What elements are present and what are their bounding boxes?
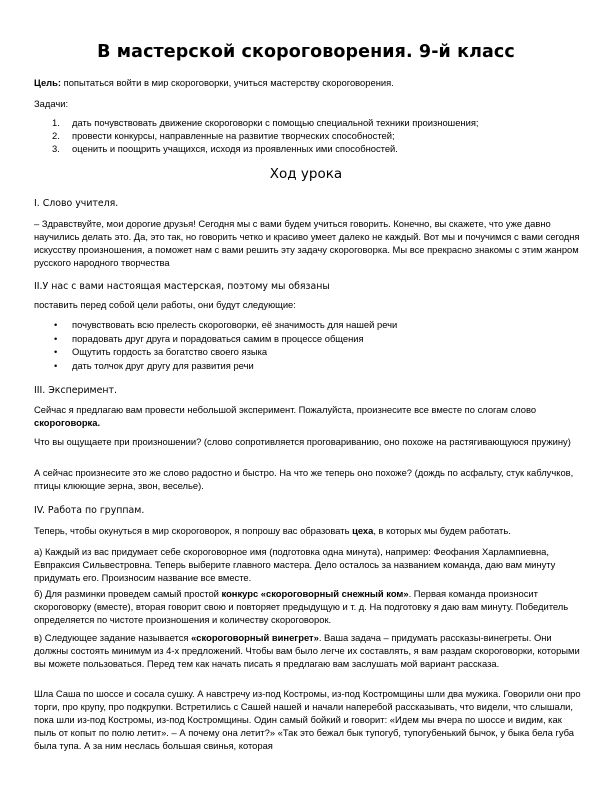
section4-paragraph1	[34, 524, 582, 537]
section4-pb-bold: конкурс «скороговорный снежный ком»	[221, 588, 409, 599]
section4-pc-text: в) Следующее задание называется	[34, 632, 192, 643]
section2-intro: поставить перед собой цели работы, они будут следующие:	[34, 299, 296, 310]
story-paragraph: Шла Саша по шоссе и сосала сушку. А навстречу из-под Костромы, из-под Костромщины шли два мужика. Говорили они про торги, про крупу, про подкрупки. Встретились с Сашей нашей и начали наперебой рассказывать, что видели, что слышали, пока шли из-под Костромы, из-под Костромщины. Один самый бойкий и говорит: «Идем мы вчера по шоссе и видим, как пыль от копыт по полю летит». – А почему она летит?» «Так это бежал бык тупогуб, тупогубенький бычок, у быка бела губа была тупа. А за ним неслась большая свинья, которая	[34, 688, 581, 751]
section4-heading: IV. Работа по группам.	[34, 505, 145, 516]
task-number: 2.	[52, 130, 60, 141]
section3-heading: III. Эксперимент.	[34, 385, 117, 396]
tasks-label: Задачи:	[34, 98, 69, 109]
task-text: дать почувствовать движение скороговорки с помощью специальной техники произношения;	[72, 117, 479, 128]
task-item	[52, 116, 582, 129]
goal-text: попытаться войти в мир скороговорки, учиться мастерству скороговорения.	[61, 77, 394, 88]
section4-pb-text: б) Для разминки проведем самый простой	[34, 588, 222, 599]
task-number: 1.	[52, 117, 60, 128]
goal-label: Цель:	[34, 77, 62, 88]
section4-pc-text-end: . Ваша задача – придумать рассказы-винегреты. Они должны состоять минимум из 4-х предложений. Чтобы вам было легче их составлять, я вам раздам скороговорки, которыми вы можете пользоваться. Перед тем как начать писать я предлагаю вам заслушать мой вариант рассказа.	[34, 632, 580, 669]
section4-p1-bold: цеха	[352, 525, 374, 536]
section4-paragraph-c	[34, 631, 582, 670]
goal-item: • дать толчок друг другу для развития речи	[52, 359, 582, 373]
section3-paragraph2: Что вы ощущаете при произношении? (слово сопротивляется проговариванию, оно похоже на растягивающуюся пружину)	[34, 436, 571, 447]
task-item	[52, 142, 582, 155]
tasks-list	[52, 116, 582, 155]
task-text: оценить и поощрить учащихся, исходя из проявленных ими способностей.	[72, 143, 398, 154]
task-item	[52, 129, 582, 142]
section2-heading: II.У нас с вами настоящая мастерская, поэтому мы обязаны	[34, 281, 330, 292]
task-number: 3.	[52, 143, 60, 154]
goal-item: • порадовать друг друга и порадоваться самим в процессе общения	[52, 332, 582, 346]
section1-heading: I. Слово учителя.	[34, 198, 119, 209]
section3-paragraph3: А сейчас произнесите это же слово радостно и быстро. На что же теперь оно похоже? (дождь по асфальту, стук каблучков, птицы клюющие зерна, звон, веселье).	[34, 467, 574, 491]
section3-p1-text: Сейчас я предлагаю вам провести небольшой эксперимент. Пожалуйста, произнесите все вместе по слогам слово	[34, 404, 537, 415]
section4-p1-text-end: , в которых мы будем работать.	[373, 525, 511, 536]
goal-item: • Ощутить гордость за богатство своего языка	[52, 345, 582, 359]
task-text: провести конкурсы, направленные на развитие творческих способностей;	[72, 130, 395, 141]
section3-p1-bold: скороговорка.	[34, 417, 101, 428]
section1-text: – Здравствуйте, мои дорогие друзья! Сегодня мы с вами будем учиться говорить. Конечно, вы скажете, что уже давно научились делать это. Да, это так, но говорить четко и красиво умеет далеко не каждый. Вот мы и почучимся с вами сегодня искусству произношения, а поможет нам с вами решить эту задачу скороговорка. Мы все прекрасно знакомы с этим жанром русского народного творчества	[34, 218, 580, 268]
section4-pc-bold: «скороговорный винегрет»	[191, 632, 319, 643]
goal-paragraph	[34, 76, 582, 89]
page-title: В мастерской скороговорения. 9-й класс	[97, 42, 515, 62]
section4-paragraph-a: а) Каждый из вас придумает себе скороговорное имя (подготовка одна минута), например: Феофания Харлампиевна, Евпраксия Сильвестровна. Теперь выберите главного мастера. Дело осталось за названием команда, даю вам минуту придумать его. Произносим название все вместе.	[34, 546, 556, 583]
section4-paragraph-b	[34, 587, 582, 626]
lesson-heading: Ход урока	[269, 166, 343, 182]
section3-paragraph1	[34, 403, 582, 429]
section4-p1-text: Теперь, чтобы окунуться в мир скороговорок, я попрошу вас образовать	[34, 525, 353, 536]
goal-item: • почувствовать всю прелесть скороговорки, её значимость для нашей речи	[52, 318, 582, 332]
section4-pb-text-end: . Первая команда произносит скороговорку (вместе), вторая говорит свою и повторяет предыдущую и т. д. На подготовку я даю вам минуту. Победитель определяется по чистоте произношения и количеству скороговорок.	[34, 588, 569, 625]
goals-list	[52, 318, 582, 372]
